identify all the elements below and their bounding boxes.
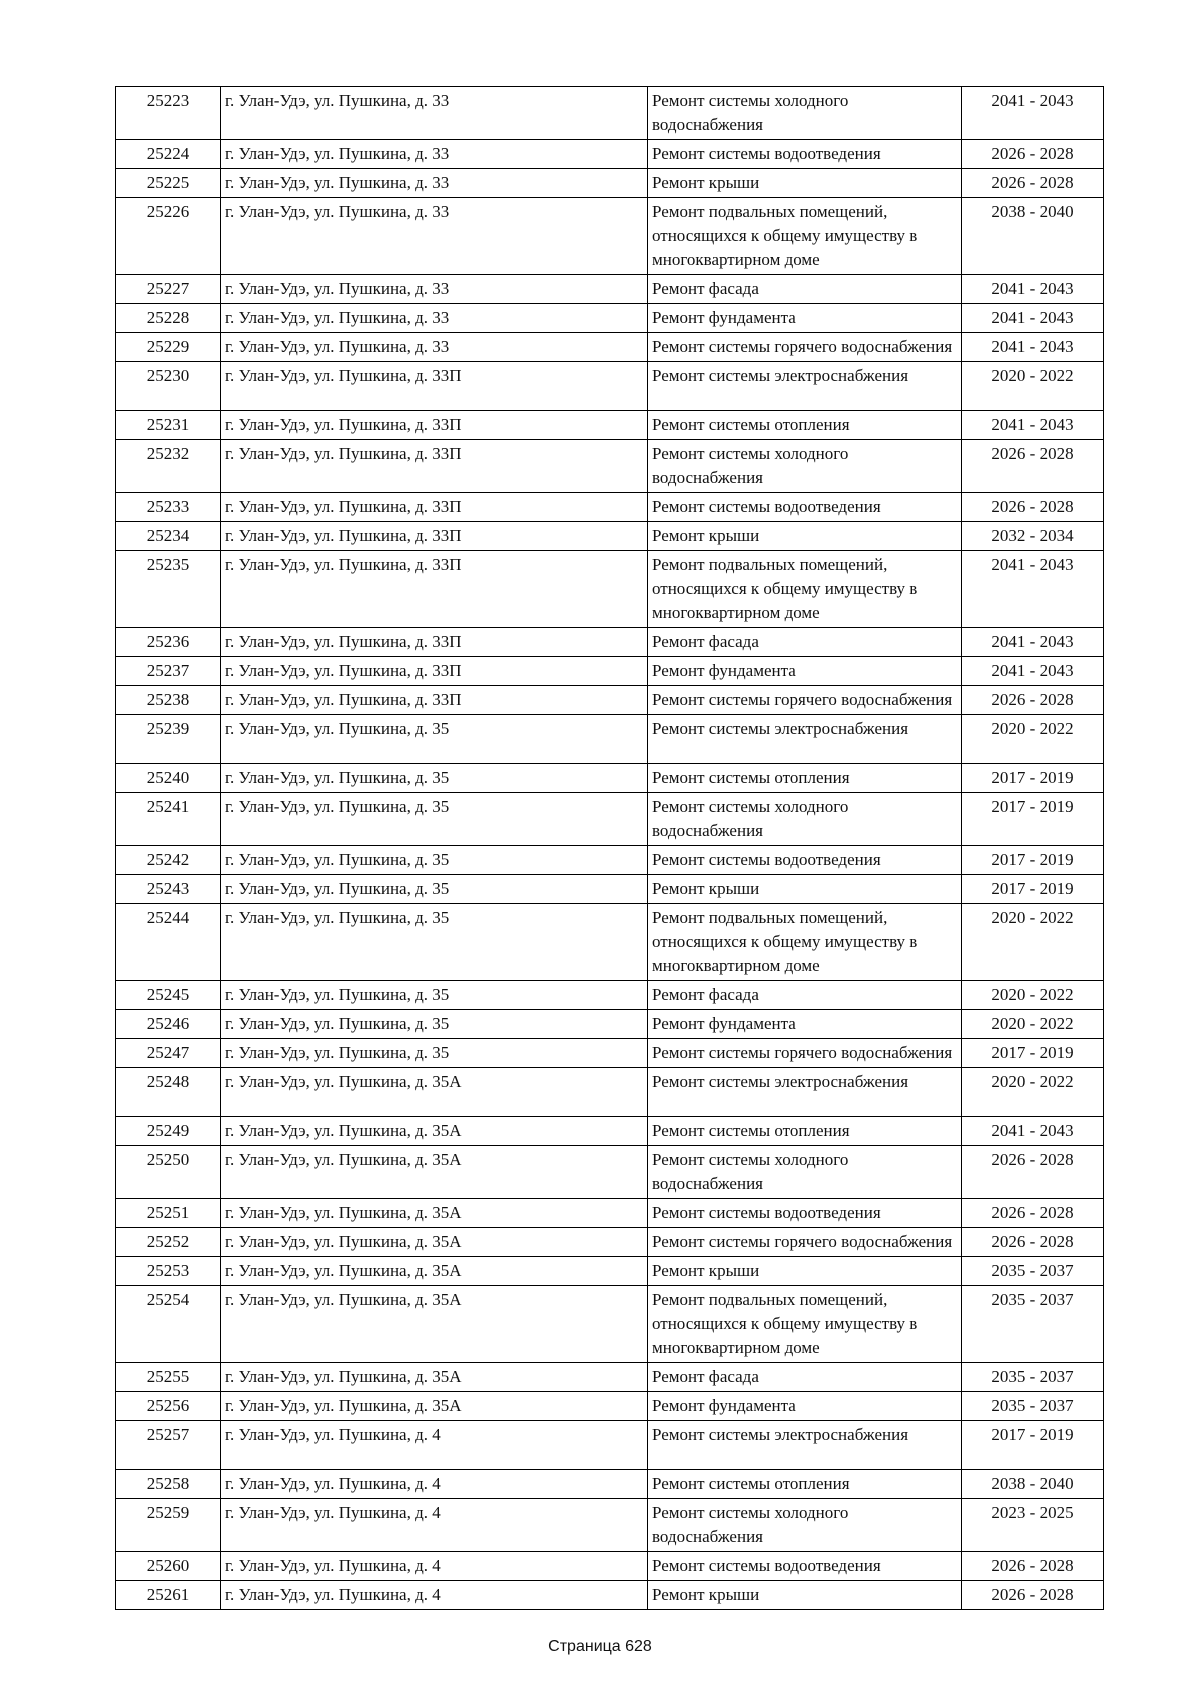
table-row bbox=[116, 846, 1104, 875]
row-id-cell: 25230 bbox=[116, 362, 221, 411]
period-cell: 2020 - 2022 bbox=[962, 362, 1104, 411]
table-row bbox=[116, 1286, 1104, 1363]
period-cell: 2017 - 2019 bbox=[962, 846, 1104, 875]
table-body bbox=[116, 87, 1104, 1610]
address-cell: г. Улан-Удэ, ул. Пушкина, д. 33П bbox=[221, 411, 648, 440]
row-id-cell: 25231 bbox=[116, 411, 221, 440]
work-type-cell: Ремонт фундамента bbox=[648, 1392, 962, 1421]
table-row bbox=[116, 1581, 1104, 1610]
address-cell: г. Улан-Удэ, ул. Пушкина, д. 35А bbox=[221, 1068, 648, 1117]
table-row bbox=[116, 1199, 1104, 1228]
period-cell: 2026 - 2028 bbox=[962, 686, 1104, 715]
row-id-cell: 25238 bbox=[116, 686, 221, 715]
table-row bbox=[116, 1499, 1104, 1552]
table-row bbox=[116, 981, 1104, 1010]
address-cell: г. Улан-Удэ, ул. Пушкина, д. 35А bbox=[221, 1146, 648, 1199]
row-id-cell: 25256 bbox=[116, 1392, 221, 1421]
row-id-cell: 25253 bbox=[116, 1257, 221, 1286]
period-cell: 2041 - 2043 bbox=[962, 1117, 1104, 1146]
address-cell: г. Улан-Удэ, ул. Пушкина, д. 35 bbox=[221, 1010, 648, 1039]
work-type-cell: Ремонт крыши bbox=[648, 875, 962, 904]
period-cell: 2041 - 2043 bbox=[962, 333, 1104, 362]
period-cell: 2041 - 2043 bbox=[962, 551, 1104, 628]
work-type-cell: Ремонт фасада bbox=[648, 628, 962, 657]
address-cell: г. Улан-Удэ, ул. Пушкина, д. 35 bbox=[221, 846, 648, 875]
row-id-cell: 25254 bbox=[116, 1286, 221, 1363]
work-type-cell: Ремонт системы водоотведения bbox=[648, 493, 962, 522]
work-type-cell: Ремонт подвальных помещений, относящихся к общему имуществу в многоквартирном доме bbox=[648, 1286, 962, 1363]
period-cell: 2032 - 2034 bbox=[962, 522, 1104, 551]
row-id-cell: 25223 bbox=[116, 87, 221, 140]
period-cell: 2023 - 2025 bbox=[962, 1499, 1104, 1552]
period-cell: 2026 - 2028 bbox=[962, 1146, 1104, 1199]
work-type-cell: Ремонт крыши bbox=[648, 522, 962, 551]
address-cell: г. Улан-Удэ, ул. Пушкина, д. 33П bbox=[221, 551, 648, 628]
address-cell: г. Улан-Удэ, ул. Пушкина, д. 33 bbox=[221, 169, 648, 198]
period-cell: 2041 - 2043 bbox=[962, 657, 1104, 686]
address-cell: г. Улан-Удэ, ул. Пушкина, д. 35А bbox=[221, 1228, 648, 1257]
period-cell: 2026 - 2028 bbox=[962, 1552, 1104, 1581]
period-cell: 2041 - 2043 bbox=[962, 304, 1104, 333]
row-id-cell: 25261 bbox=[116, 1581, 221, 1610]
table-row bbox=[116, 628, 1104, 657]
work-type-cell: Ремонт системы отопления bbox=[648, 1117, 962, 1146]
row-id-cell: 25235 bbox=[116, 551, 221, 628]
period-cell: 2035 - 2037 bbox=[962, 1257, 1104, 1286]
work-type-cell: Ремонт фундамента bbox=[648, 657, 962, 686]
address-cell: г. Улан-Удэ, ул. Пушкина, д. 35 bbox=[221, 875, 648, 904]
row-id-cell: 25234 bbox=[116, 522, 221, 551]
table-row bbox=[116, 1392, 1104, 1421]
work-type-cell: Ремонт крыши bbox=[648, 1581, 962, 1610]
work-type-cell: Ремонт крыши bbox=[648, 1257, 962, 1286]
repair-schedule-table bbox=[115, 86, 1104, 1610]
row-id-cell: 25242 bbox=[116, 846, 221, 875]
period-cell: 2026 - 2028 bbox=[962, 1228, 1104, 1257]
row-id-cell: 25251 bbox=[116, 1199, 221, 1228]
work-type-cell: Ремонт системы электроснабжения bbox=[648, 1421, 962, 1470]
period-cell: 2035 - 2037 bbox=[962, 1392, 1104, 1421]
row-id-cell: 25244 bbox=[116, 904, 221, 981]
table-row bbox=[116, 715, 1104, 764]
address-cell: г. Улан-Удэ, ул. Пушкина, д. 35 bbox=[221, 764, 648, 793]
work-type-cell: Ремонт системы отопления bbox=[648, 1470, 962, 1499]
period-cell: 2017 - 2019 bbox=[962, 793, 1104, 846]
work-type-cell: Ремонт фасада bbox=[648, 1363, 962, 1392]
row-id-cell: 25229 bbox=[116, 333, 221, 362]
address-cell: г. Улан-Удэ, ул. Пушкина, д. 33П bbox=[221, 657, 648, 686]
row-id-cell: 25240 bbox=[116, 764, 221, 793]
table-row bbox=[116, 169, 1104, 198]
row-id-cell: 25236 bbox=[116, 628, 221, 657]
period-cell: 2017 - 2019 bbox=[962, 764, 1104, 793]
work-type-cell: Ремонт системы водоотведения bbox=[648, 1552, 962, 1581]
work-type-cell: Ремонт системы горячего водоснабжения bbox=[648, 333, 962, 362]
address-cell: г. Улан-Удэ, ул. Пушкина, д. 35А bbox=[221, 1117, 648, 1146]
address-cell: г. Улан-Удэ, ул. Пушкина, д. 33П bbox=[221, 493, 648, 522]
address-cell: г. Улан-Удэ, ул. Пушкина, д. 33 bbox=[221, 304, 648, 333]
work-type-cell: Ремонт системы горячего водоснабжения bbox=[648, 1228, 962, 1257]
table-row bbox=[116, 493, 1104, 522]
row-id-cell: 25249 bbox=[116, 1117, 221, 1146]
row-id-cell: 25227 bbox=[116, 275, 221, 304]
table-row bbox=[116, 333, 1104, 362]
work-type-cell: Ремонт системы холодного водоснабжения bbox=[648, 1146, 962, 1199]
period-cell: 2026 - 2028 bbox=[962, 493, 1104, 522]
work-type-cell: Ремонт подвальных помещений, относящихся к общему имуществу в многоквартирном доме bbox=[648, 904, 962, 981]
address-cell: г. Улан-Удэ, ул. Пушкина, д. 35А bbox=[221, 1363, 648, 1392]
row-id-cell: 25255 bbox=[116, 1363, 221, 1392]
table-row bbox=[116, 275, 1104, 304]
table-row bbox=[116, 440, 1104, 493]
page-number: Страница 628 bbox=[548, 1638, 652, 1655]
work-type-cell: Ремонт подвальных помещений, относящихся к общему имуществу в многоквартирном доме bbox=[648, 551, 962, 628]
address-cell: г. Улан-Удэ, ул. Пушкина, д. 4 bbox=[221, 1421, 648, 1470]
work-type-cell: Ремонт системы отопления bbox=[648, 411, 962, 440]
table-row bbox=[116, 411, 1104, 440]
table-row bbox=[116, 686, 1104, 715]
period-cell: 2026 - 2028 bbox=[962, 140, 1104, 169]
period-cell: 2020 - 2022 bbox=[962, 715, 1104, 764]
address-cell: г. Улан-Удэ, ул. Пушкина, д. 35 bbox=[221, 715, 648, 764]
work-type-cell: Ремонт системы водоотведения bbox=[648, 1199, 962, 1228]
table-row bbox=[116, 304, 1104, 333]
row-id-cell: 25243 bbox=[116, 875, 221, 904]
table-row bbox=[116, 904, 1104, 981]
work-type-cell: Ремонт системы отопления bbox=[648, 764, 962, 793]
work-type-cell: Ремонт системы холодного водоснабжения bbox=[648, 87, 962, 140]
period-cell: 2026 - 2028 bbox=[962, 1199, 1104, 1228]
row-id-cell: 25241 bbox=[116, 793, 221, 846]
address-cell: г. Улан-Удэ, ул. Пушкина, д. 33П bbox=[221, 440, 648, 493]
address-cell: г. Улан-Удэ, ул. Пушкина, д. 33П bbox=[221, 522, 648, 551]
row-id-cell: 25250 bbox=[116, 1146, 221, 1199]
period-cell: 2041 - 2043 bbox=[962, 87, 1104, 140]
address-cell: г. Улан-Удэ, ул. Пушкина, д. 35А bbox=[221, 1286, 648, 1363]
address-cell: г. Улан-Удэ, ул. Пушкина, д. 4 bbox=[221, 1581, 648, 1610]
work-type-cell: Ремонт системы холодного водоснабжения bbox=[648, 793, 962, 846]
table-row bbox=[116, 875, 1104, 904]
period-cell: 2026 - 2028 bbox=[962, 1581, 1104, 1610]
period-cell: 2020 - 2022 bbox=[962, 981, 1104, 1010]
address-cell: г. Улан-Удэ, ул. Пушкина, д. 35 bbox=[221, 1039, 648, 1068]
row-id-cell: 25237 bbox=[116, 657, 221, 686]
address-cell: г. Улан-Удэ, ул. Пушкина, д. 4 bbox=[221, 1470, 648, 1499]
period-cell: 2017 - 2019 bbox=[962, 875, 1104, 904]
address-cell: г. Улан-Удэ, ул. Пушкина, д. 33 bbox=[221, 275, 648, 304]
period-cell: 2038 - 2040 bbox=[962, 1470, 1104, 1499]
row-id-cell: 25260 bbox=[116, 1552, 221, 1581]
table-row bbox=[116, 793, 1104, 846]
table-row bbox=[116, 551, 1104, 628]
address-cell: г. Улан-Удэ, ул. Пушкина, д. 33 bbox=[221, 333, 648, 362]
period-cell: 2020 - 2022 bbox=[962, 1068, 1104, 1117]
address-cell: г. Улан-Удэ, ул. Пушкина, д. 35 bbox=[221, 981, 648, 1010]
address-cell: г. Улан-Удэ, ул. Пушкина, д. 35 bbox=[221, 904, 648, 981]
work-type-cell: Ремонт системы водоотведения bbox=[648, 140, 962, 169]
row-id-cell: 25232 bbox=[116, 440, 221, 493]
table-row bbox=[116, 657, 1104, 686]
period-cell: 2026 - 2028 bbox=[962, 440, 1104, 493]
row-id-cell: 25252 bbox=[116, 1228, 221, 1257]
address-cell: г. Улан-Удэ, ул. Пушкина, д. 35А bbox=[221, 1392, 648, 1421]
row-id-cell: 25228 bbox=[116, 304, 221, 333]
period-cell: 2035 - 2037 bbox=[962, 1363, 1104, 1392]
period-cell: 2017 - 2019 bbox=[962, 1421, 1104, 1470]
address-cell: г. Улан-Удэ, ул. Пушкина, д. 33П bbox=[221, 686, 648, 715]
row-id-cell: 25259 bbox=[116, 1499, 221, 1552]
table-row bbox=[116, 140, 1104, 169]
row-id-cell: 25225 bbox=[116, 169, 221, 198]
period-cell: 2026 - 2028 bbox=[962, 169, 1104, 198]
work-type-cell: Ремонт системы горячего водоснабжения bbox=[648, 686, 962, 715]
row-id-cell: 25226 bbox=[116, 198, 221, 275]
row-id-cell: 25246 bbox=[116, 1010, 221, 1039]
work-type-cell: Ремонт системы холодного водоснабжения bbox=[648, 440, 962, 493]
address-cell: г. Улан-Удэ, ул. Пушкина, д. 33 bbox=[221, 87, 648, 140]
table-row bbox=[116, 522, 1104, 551]
row-id-cell: 25224 bbox=[116, 140, 221, 169]
period-cell: 2038 - 2040 bbox=[962, 198, 1104, 275]
address-cell: г. Улан-Удэ, ул. Пушкина, д. 35А bbox=[221, 1257, 648, 1286]
address-cell: г. Улан-Удэ, ул. Пушкина, д. 35А bbox=[221, 1199, 648, 1228]
address-cell: г. Улан-Удэ, ул. Пушкина, д. 35 bbox=[221, 793, 648, 846]
row-id-cell: 25247 bbox=[116, 1039, 221, 1068]
table-row bbox=[116, 1257, 1104, 1286]
table-row bbox=[116, 198, 1104, 275]
period-cell: 2041 - 2043 bbox=[962, 411, 1104, 440]
table-row bbox=[116, 1363, 1104, 1392]
table-row bbox=[116, 1421, 1104, 1470]
row-id-cell: 25245 bbox=[116, 981, 221, 1010]
period-cell: 2041 - 2043 bbox=[962, 275, 1104, 304]
table-row bbox=[116, 1039, 1104, 1068]
row-id-cell: 25233 bbox=[116, 493, 221, 522]
work-type-cell: Ремонт фасада bbox=[648, 275, 962, 304]
page-footer bbox=[0, 1638, 1200, 1656]
work-type-cell: Ремонт системы электроснабжения bbox=[648, 1068, 962, 1117]
period-cell: 2041 - 2043 bbox=[962, 628, 1104, 657]
table-row bbox=[116, 764, 1104, 793]
work-type-cell: Ремонт системы горячего водоснабжения bbox=[648, 1039, 962, 1068]
row-id-cell: 25239 bbox=[116, 715, 221, 764]
period-cell: 2020 - 2022 bbox=[962, 904, 1104, 981]
work-type-cell: Ремонт фундамента bbox=[648, 304, 962, 333]
table-row bbox=[116, 1228, 1104, 1257]
period-cell: 2035 - 2037 bbox=[962, 1286, 1104, 1363]
address-cell: г. Улан-Удэ, ул. Пушкина, д. 4 bbox=[221, 1499, 648, 1552]
address-cell: г. Улан-Удэ, ул. Пушкина, д. 33 bbox=[221, 198, 648, 275]
work-type-cell: Ремонт системы водоотведения bbox=[648, 846, 962, 875]
table-row bbox=[116, 1470, 1104, 1499]
address-cell: г. Улан-Удэ, ул. Пушкина, д. 33П bbox=[221, 628, 648, 657]
address-cell: г. Улан-Удэ, ул. Пушкина, д. 4 bbox=[221, 1552, 648, 1581]
work-type-cell: Ремонт крыши bbox=[648, 169, 962, 198]
period-cell: 2020 - 2022 bbox=[962, 1010, 1104, 1039]
table-row bbox=[116, 1552, 1104, 1581]
period-cell: 2017 - 2019 bbox=[962, 1039, 1104, 1068]
table-row bbox=[116, 1068, 1104, 1117]
table-row bbox=[116, 1117, 1104, 1146]
address-cell: г. Улан-Удэ, ул. Пушкина, д. 33 bbox=[221, 140, 648, 169]
table-row bbox=[116, 362, 1104, 411]
work-type-cell: Ремонт системы электроснабжения bbox=[648, 362, 962, 411]
work-type-cell: Ремонт системы холодного водоснабжения bbox=[648, 1499, 962, 1552]
table-row bbox=[116, 1146, 1104, 1199]
work-type-cell: Ремонт подвальных помещений, относящихся к общему имуществу в многоквартирном доме bbox=[648, 198, 962, 275]
address-cell: г. Улан-Удэ, ул. Пушкина, д. 33П bbox=[221, 362, 648, 411]
row-id-cell: 25248 bbox=[116, 1068, 221, 1117]
row-id-cell: 25258 bbox=[116, 1470, 221, 1499]
work-type-cell: Ремонт системы электроснабжения bbox=[648, 715, 962, 764]
work-type-cell: Ремонт фундамента bbox=[648, 1010, 962, 1039]
work-type-cell: Ремонт фасада bbox=[648, 981, 962, 1010]
row-id-cell: 25257 bbox=[116, 1421, 221, 1470]
table-row bbox=[116, 87, 1104, 140]
table-row bbox=[116, 1010, 1104, 1039]
